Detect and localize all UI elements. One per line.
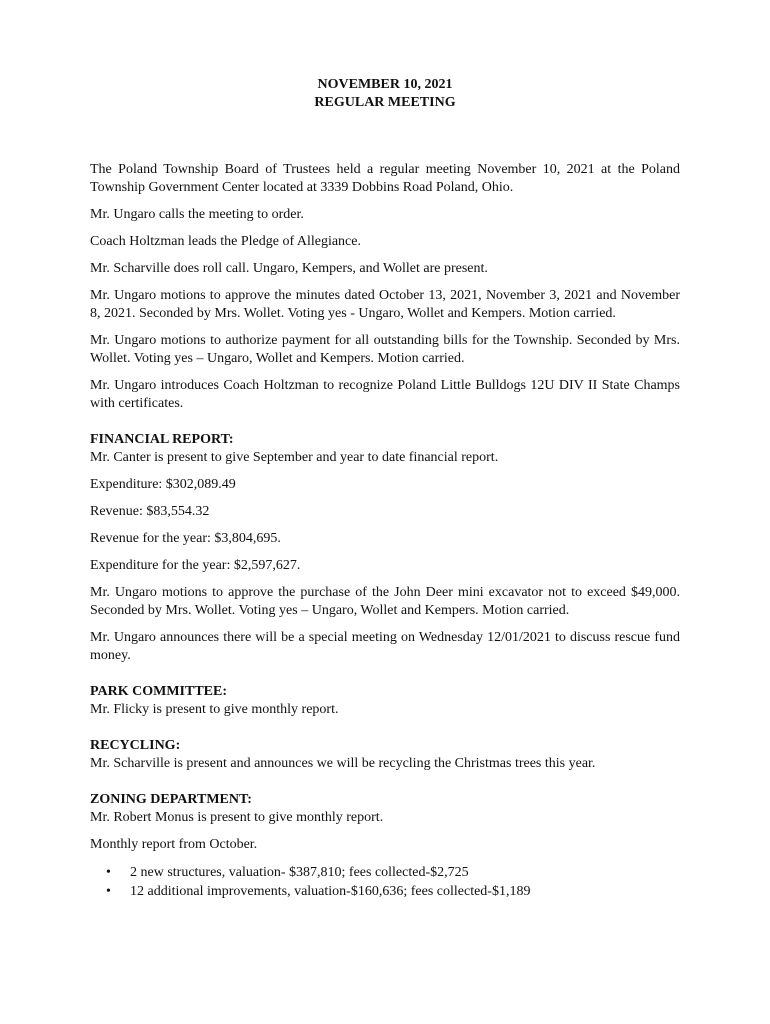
recycling-section [90,737,680,773]
recycling-heading: RECYCLING: [90,738,181,753]
list-item [106,863,680,882]
financial-line: Mr. Canter is present to give September and year to date financial report. [90,450,499,465]
document-body [90,76,680,901]
paragraph-bills-motion: Mr. Ungaro motions to authorize payment for all outstanding bills for the Township. Seconded by Mrs. Wollet. Voting yes – Ungaro, Wollet and Kempers. Motion carried. [90,333,680,366]
zoning-line: Mr. Robert Monus is present to give monthly report. [90,810,384,825]
list-item-text: 12 additional improvements, valuation-$160,636; fees collected-$1,189 [130,884,531,899]
financial-line: Mr. Ungaro motions to approve the purchase of the John Deer mini excavator not to exceed $49,000. Seconded by Mrs. Wollet. Voting yes – Ungaro, Wollet and Kempers. Motion carried. [90,585,680,618]
paragraph-pledge: Coach Holtzman leads the Pledge of Allegiance. [90,234,361,249]
financial-report-heading: FINANCIAL REPORT: [90,432,234,447]
park-committee-line: Mr. Flicky is present to give monthly report. [90,702,339,717]
paragraph-minutes-motion: Mr. Ungaro motions to approve the minutes dated October 13, 2021, November 3, 2021 and November 8, 2021. Seconded by Mrs. Wollet. Voting yes - Ungaro, Wollet and Kempers. Motion carried. [90,288,680,321]
document-title [90,76,680,112]
bullet-icon: • [106,865,111,880]
financial-line: Mr. Ungaro announces there will be a special meeting on Wednesday 12/01/2021 to discuss rescue fund money. [90,630,680,663]
financial-line: Expenditure for the year: $2,597,627. [90,558,301,573]
list-item [106,882,680,901]
zoning-section [90,791,680,901]
park-committee-heading: PARK COMMITTEE: [90,684,228,699]
title-meeting-type: REGULAR MEETING [314,95,456,110]
zoning-subline: Monthly report from October. [90,837,258,852]
financial-report-section [90,431,680,665]
financial-line: Revenue: $83,554.32 [90,504,210,519]
zoning-bullet-list [90,863,680,901]
list-item-text: 2 new structures, valuation- $387,810; fees collected-$2,725 [130,865,469,880]
paragraph-call-to-order: Mr. Ungaro calls the meeting to order. [90,207,304,222]
recycling-line: Mr. Scharville is present and announces we will be recycling the Christmas trees this year. [90,756,596,771]
park-committee-section [90,683,680,719]
intro-paragraph: The Poland Township Board of Trustees held a regular meeting November 10, 2021 at the Poland Township Government Center located at 3339 Dobbins Road Poland, Ohio. [90,162,680,195]
financial-line: Revenue for the year: $3,804,695. [90,531,281,546]
bullet-icon: • [106,884,111,899]
paragraph-recognition: Mr. Ungaro introduces Coach Holtzman to recognize Poland Little Bulldogs 12U DIV II State Champs with certificates. [90,378,680,411]
zoning-heading: ZONING DEPARTMENT: [90,792,252,807]
paragraph-roll-call: Mr. Scharville does roll call. Ungaro, Kempers, and Wollet are present. [90,261,488,276]
title-date: NOVEMBER 10, 2021 [317,77,453,92]
financial-line: Expenditure: $302,089.49 [90,477,236,492]
